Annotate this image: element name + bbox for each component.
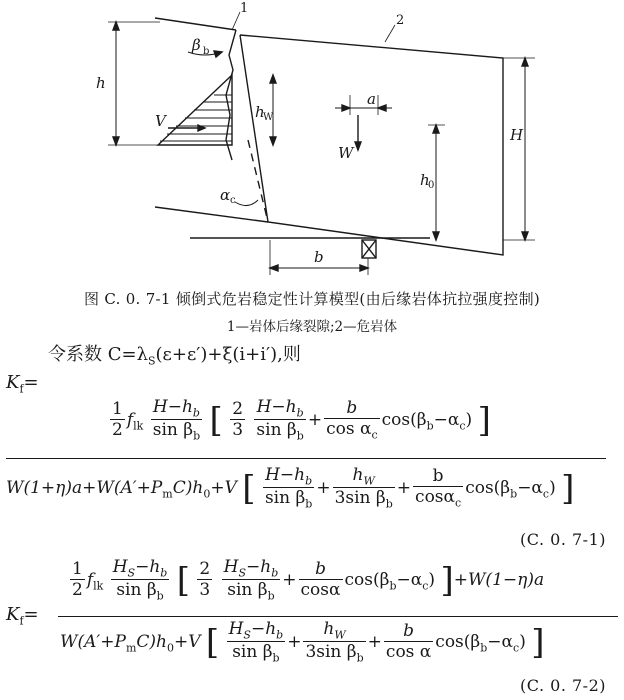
svg-text:c: c (230, 195, 236, 206)
label-2: 2 (396, 13, 405, 28)
label-hw: h (255, 103, 265, 121)
stability-diagram (0, 0, 624, 285)
label-beta: β (192, 36, 201, 54)
lower-slope-line (155, 207, 268, 222)
alpha-angle-arc (235, 200, 258, 206)
label-W: W (338, 144, 354, 162)
eq1-number: (C. 0. 7-1) (520, 530, 606, 549)
label-alpha: α (220, 186, 231, 204)
label-h: h (96, 74, 106, 92)
rock-body (240, 35, 503, 255)
figure-caption: 图 C. 0. 7-1 倾倒式危岩稳定性计算模型(由后缘岩体抗拉强度控制) (83, 290, 541, 308)
label-h0: h (420, 171, 430, 189)
svg-text:b: b (203, 46, 210, 57)
svg-text:0: 0 (428, 180, 435, 191)
eq2-fraction-bar (58, 616, 618, 617)
kf-label-1: $K_f=$ (6, 372, 39, 396)
label-1: 1 (240, 1, 249, 16)
kf-label-2: $K_f=$ (6, 604, 39, 628)
figure-legend: 1—岩体后缘裂隙;2—危岩体 (226, 319, 398, 335)
eq1-fraction-bar (6, 458, 606, 459)
label-V: V (155, 112, 166, 130)
pressure-hatch (160, 95, 232, 141)
eq2-number: (C. 0. 7-2) (520, 676, 606, 695)
label-a: a (367, 90, 376, 108)
label-b: b (314, 248, 324, 266)
eq2-numerator: $\frac{1}{2}$ $f_{lk}$ $\frac{H_S-h_b}{\sin \beta_b}$ [ $\frac{2}{3}$ $\frac{H_S-h_b}{\sin \beta_b}$ + $\frac{b}{\cos\alpha}$ $\cos(\beta_b-\alpha_c)$ ]+W(1−η)a (72, 557, 545, 603)
label-H: H (510, 126, 524, 144)
eq2-denominator: $W(A'+P_mC)h_0+V$ [ $\frac{H_S-h_b}{\sin \beta_b}$ + $\frac{h_W}{3\sin \beta_b}$ + $\frac{b}{\text{cos α}}$ $\cos(\beta_b-\alpha_c)$ ] (60, 619, 545, 665)
svg-text:W: W (263, 112, 274, 123)
top-slope-line (155, 18, 236, 30)
eq1-numerator: $\frac{1}{2}$ $f_{lk}$ $\frac{H-h_b}{\sin \beta_b}$ [ $\frac{2}{3}$ $\frac{H-h_b}{\sin \beta_b}$ + $\frac{b}{\cos \alpha_c}$ $\cos(\beta_b-\alpha_c)$ ] (112, 397, 491, 443)
eq1-denominator: $W(1+\eta)a+W(A'+P_mC)h_0+V$ [ $\frac{H-h_b}{\sin \beta_b}$ + $\frac{h_W}{3\sin \beta_b}$ + $\frac{b}{\cos\alpha_c}$ $\cos(\beta_b-\alpha_c)$ ] (6, 465, 575, 511)
coefficient-definition: 令系数 $C=\lambda_S(\varepsilon+\varepsilon')+\xi(i+i')$,则 (48, 344, 301, 368)
